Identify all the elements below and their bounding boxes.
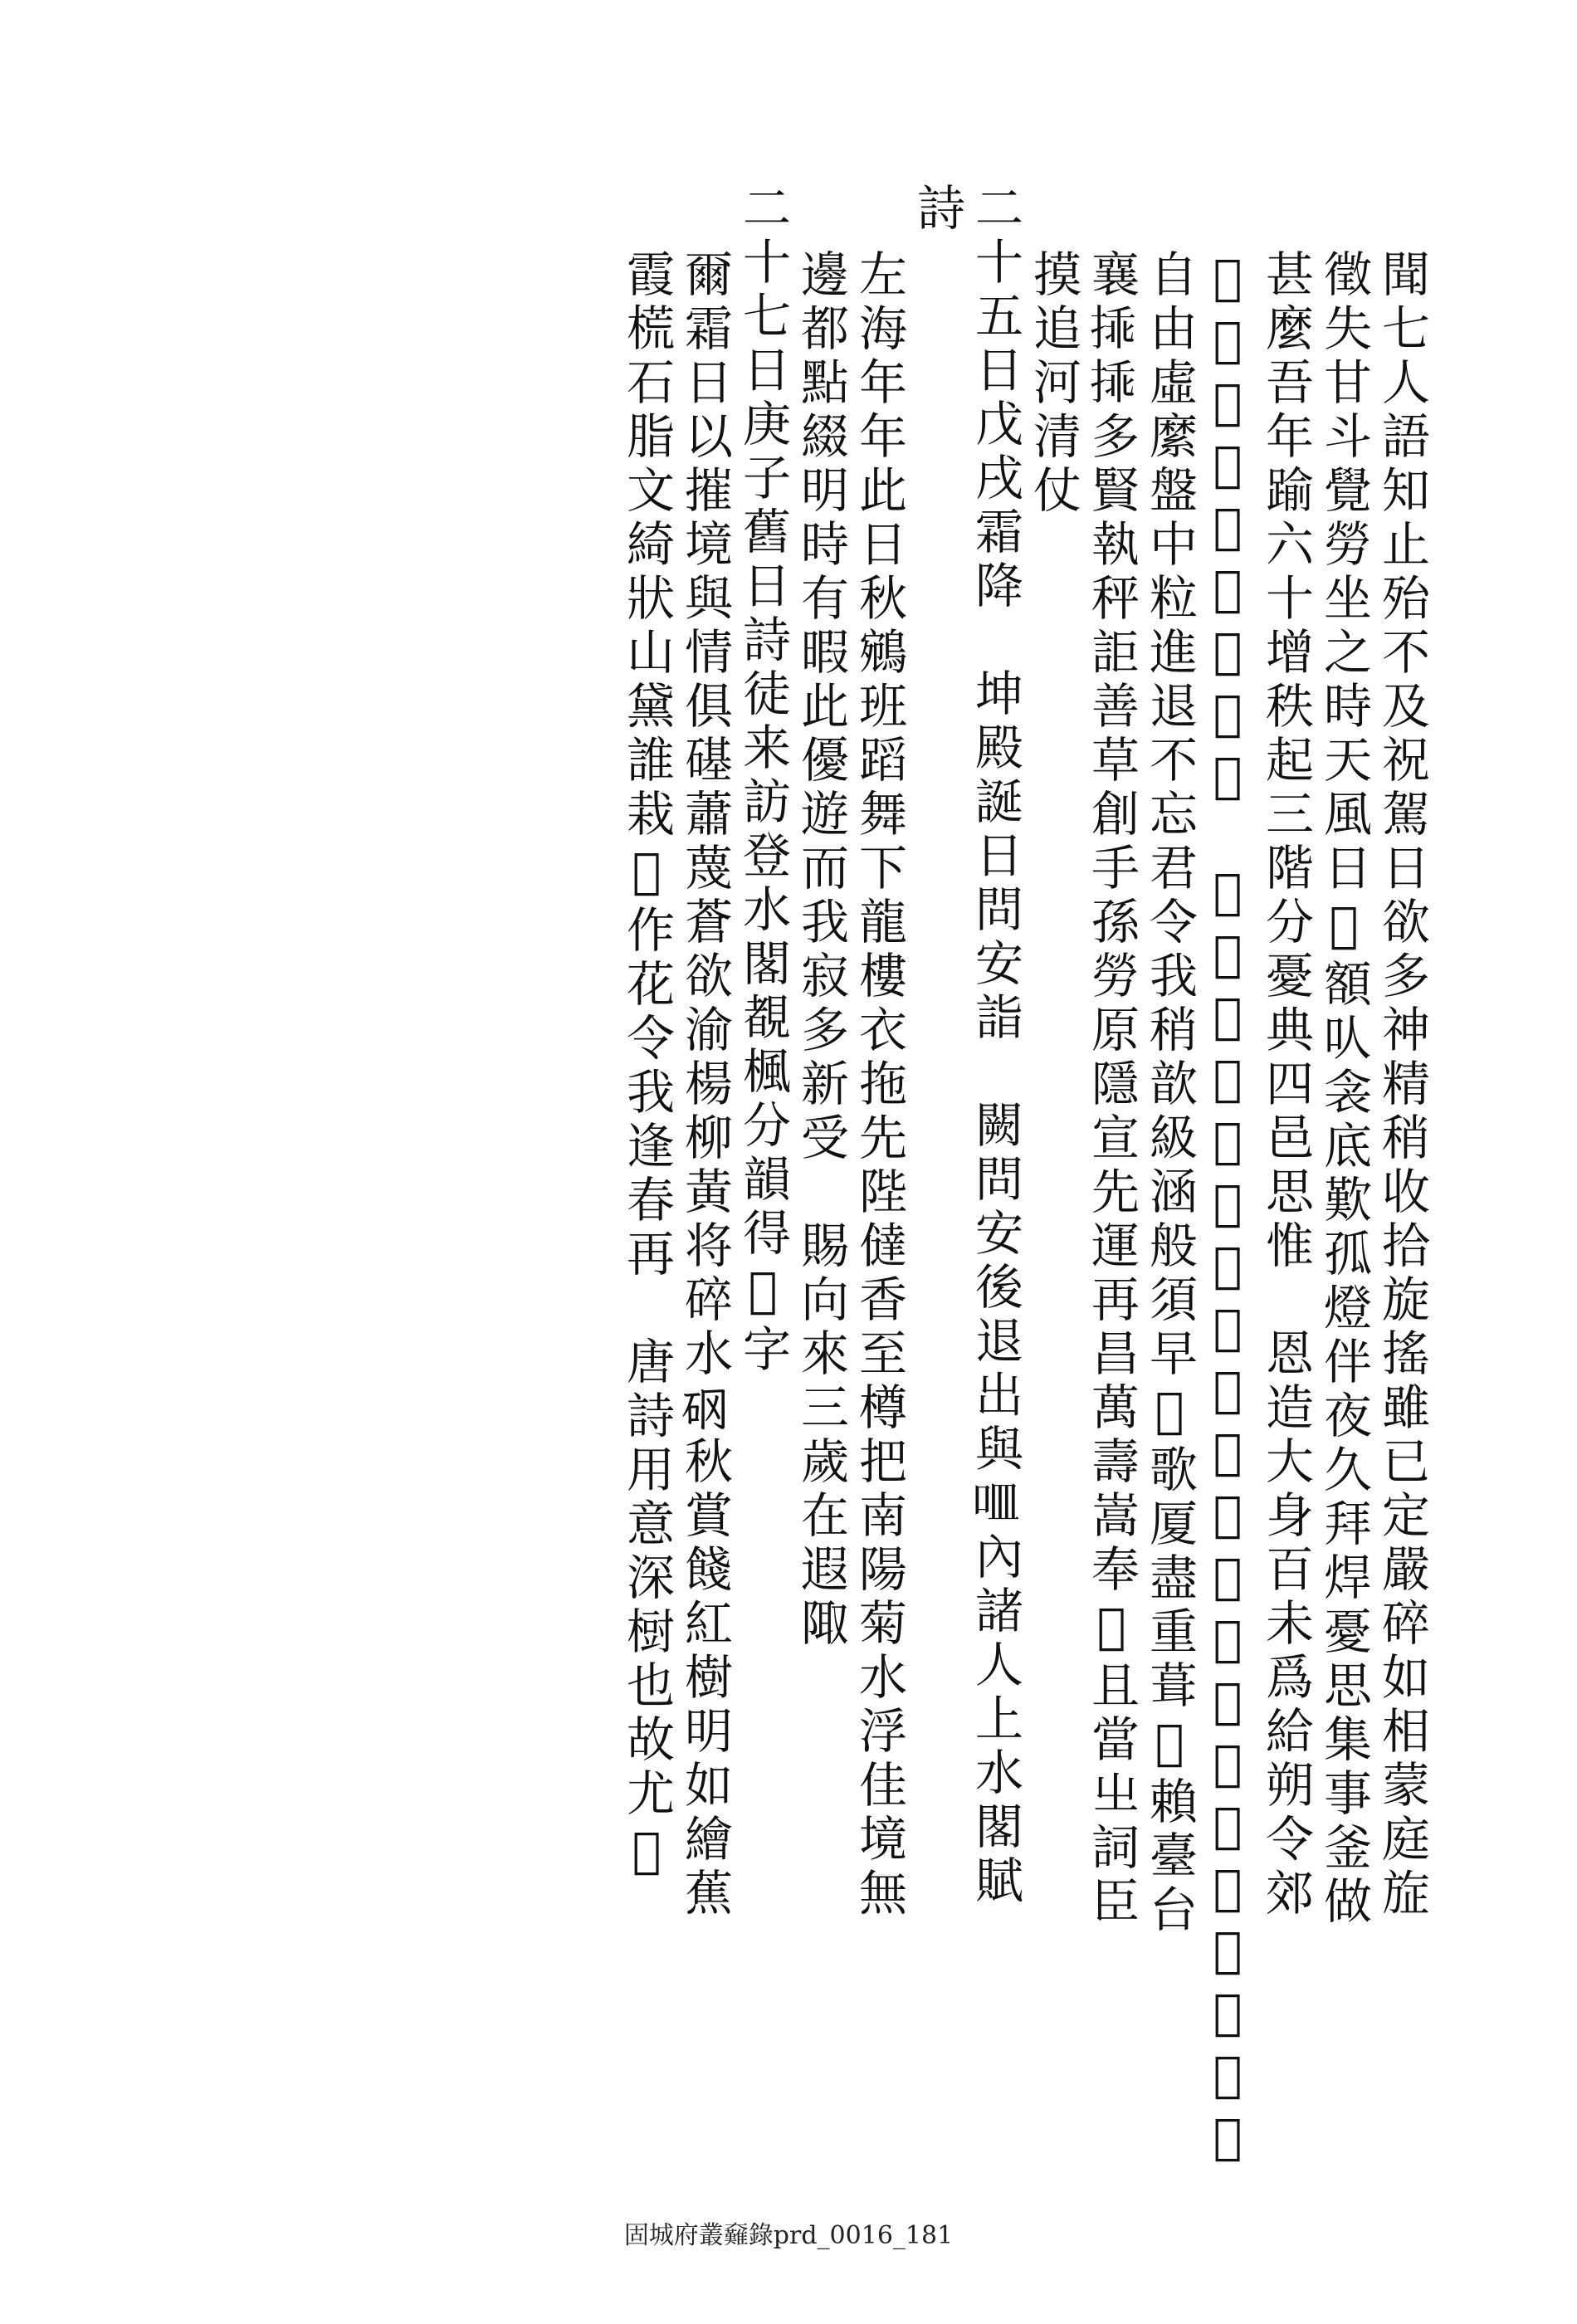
text-column-8: 二十五日戊戌霜降 坤殿誕日問安詣 闕問安後退出與𠰘內諸人上水閣賦	[967, 183, 1023, 1909]
text-column-2: 徵失甘斗覺勞坐之時天風日𡘈額㕥衾底歎孤燈伴夜久拜焊憂思集事釜做	[1316, 249, 1372, 1930]
text-column-13: 爾霜日以摧境與情俱𥕛蕭蔑蒼欲渝楊柳黃将碎水𥐻秋賞餞紅樹明如繪蕉	[676, 249, 733, 1921]
text-column-11: 邊都點綴明時有暇此優遊而我寂多新受 賜向來三歲在遐陬	[793, 249, 849, 1652]
text-column-1: 聞七人語知止殆不及祝駕日欲多神精稍收拾旋搖雖已定嚴碎如相蒙庭㫌	[1374, 249, 1430, 1921]
text-column-5: 自由虛縻盤中粒進退不忘君令我稍歆級涵般須早𠺥歌厦盡重葺𠰘賴臺台	[1141, 249, 1198, 1938]
text-column-3: 甚麼吾年踰六十增秩起三階分憂典四邑思惟 恩造大身百未爲給朔令郊	[1257, 249, 1314, 1921]
text-column-6: 襄𢮿𢮿多賢執秤詎善草創手孫勞原隱宣先運再昌萬壽嵩奉𢬣且當㞢詞臣	[1083, 249, 1140, 1930]
text-column-12: 二十七日庚子舊日詩徒来訪登水閣覩楓分韻得𡘈字	[735, 183, 791, 1378]
text-column-7: 摸追河清仗	[1025, 249, 1081, 519]
text-column-9: 詩	[909, 183, 965, 237]
text-column-14: 霞𣗄石脂文綺狀山黛誰栽𥽍作花令我逢春再 唐詩用意深𣗳也故尤𡘈	[618, 249, 675, 1884]
text-column-10: 左海年年此日秋鵷班蹈舞下龍樓衣拖先陛㒓香至樽把南陽菊水浮佳境無	[851, 249, 907, 1921]
text-column-4: 𡾵多烟塵逼呼𠸍言念 宵旰憂臣子𠰘痛泣愚拖爲猖𢘾𡢐忘恓緯悒效力難	[1199, 249, 1256, 2170]
page-footer-caption: 固城府叢𡚟錄prd_0016_181	[623, 2221, 954, 2250]
